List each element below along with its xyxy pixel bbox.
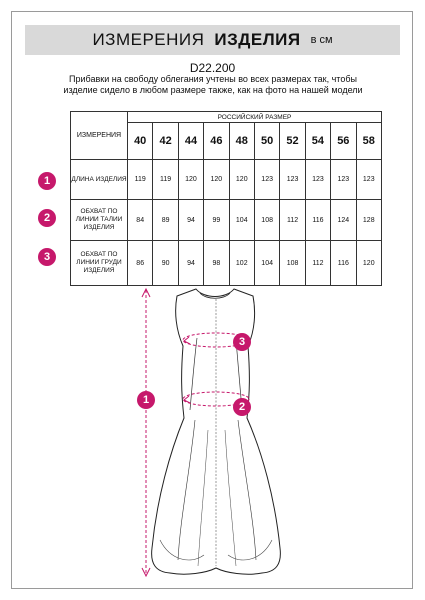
skirt-fold <box>198 430 208 566</box>
neckline <box>200 293 230 298</box>
table-cell: 123 <box>356 160 381 200</box>
table-cell: 119 <box>128 160 153 200</box>
measure-header: ИЗМЕРЕНИЯ <box>71 112 128 160</box>
table-cell: 123 <box>331 160 356 200</box>
table-cell: 120 <box>178 160 203 200</box>
row-label: ОБХВАТ ПО ЛИНИИ ТАЛИИ ИЗДЕЛИЯ <box>71 200 128 241</box>
length-badge: 1 <box>137 391 155 409</box>
table-cell: 94 <box>178 200 203 241</box>
skirt-fold <box>178 420 195 560</box>
row-number-badge: 3 <box>38 248 56 266</box>
table-cell: 112 <box>280 200 305 241</box>
size-system-header: РОССИЙСКИЙ РАЗМЕР <box>128 112 382 123</box>
size-header: 44 <box>178 123 203 160</box>
product-code: D22.200 <box>189 61 236 75</box>
size-header: 58 <box>356 123 381 160</box>
skirt-fold <box>238 420 256 560</box>
side-detail <box>190 338 197 410</box>
size-header: 46 <box>204 123 229 160</box>
table-cell: 108 <box>280 241 305 286</box>
table-cell: 99 <box>204 200 229 241</box>
table-cell: 123 <box>305 160 330 200</box>
table-cell: 120 <box>229 160 254 200</box>
row-number-badge: 2 <box>38 209 56 227</box>
waist-badge: 2 <box>233 398 251 416</box>
size-header: 52 <box>280 123 305 160</box>
hem-curve <box>160 540 204 560</box>
table-cell: 112 <box>305 241 330 286</box>
table-cell: 89 <box>153 200 178 241</box>
row-label: ОБХВАТ ПО ЛИНИИ ГРУДИ ИЗДЕЛИЯ <box>71 241 128 286</box>
table-cell: 128 <box>356 200 381 241</box>
table-cell: 108 <box>254 200 279 241</box>
table-cell: 124 <box>331 200 356 241</box>
row-number-badge: 1 <box>38 172 56 190</box>
title-measurements: ИЗМЕРЕНИЯ <box>92 30 205 49</box>
size-header: 48 <box>229 123 254 160</box>
table-cell: 98 <box>204 241 229 286</box>
table-cell: 94 <box>178 241 203 286</box>
table-cell: 102 <box>229 241 254 286</box>
table-cell: 104 <box>229 200 254 241</box>
table-cell: 84 <box>128 200 153 241</box>
size-header: 40 <box>128 123 153 160</box>
skirt-fold <box>225 430 236 566</box>
row-label: ДЛИНА ИЗДЕЛИЯ <box>71 160 128 200</box>
size-header: 56 <box>331 123 356 160</box>
table-cell: 120 <box>356 241 381 286</box>
fit-note: Прибавки на свободу облегания учтены во всех размерах так, чтобы изделие сидело в любом размере также, как на фото на нашей модели <box>63 74 363 95</box>
table-cell: 104 <box>254 241 279 286</box>
table-cell: 116 <box>331 241 356 286</box>
title-unit: в см <box>310 34 333 46</box>
size-header: 54 <box>305 123 330 160</box>
table-cell: 86 <box>128 241 153 286</box>
table-cell: 90 <box>153 241 178 286</box>
size-header: 42 <box>153 123 178 160</box>
table-cell: 119 <box>153 160 178 200</box>
table-cell: 116 <box>305 200 330 241</box>
table-cell: 123 <box>280 160 305 200</box>
table-cell: 123 <box>254 160 279 200</box>
table-cell: 120 <box>204 160 229 200</box>
size-header: 50 <box>254 123 279 160</box>
chest-badge: 3 <box>233 333 251 351</box>
title-item: ИЗДЕЛИЯ <box>214 30 301 49</box>
